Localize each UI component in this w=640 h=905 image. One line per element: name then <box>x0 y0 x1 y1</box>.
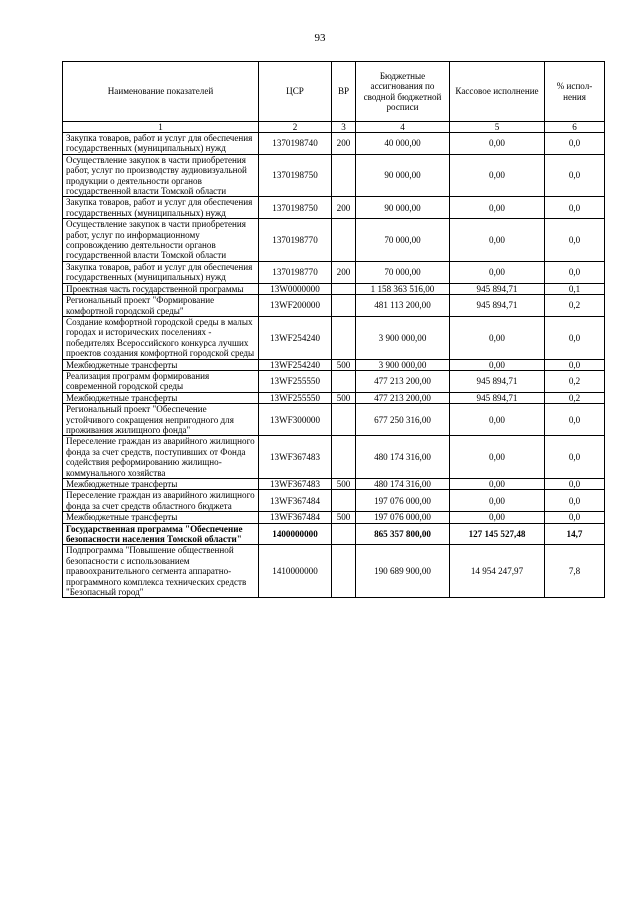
cell-indicator-name: Межбюджетные трансферты <box>63 392 259 403</box>
cell-budget: 3 900 000,00 <box>356 316 450 359</box>
cell-csr: 1410000000 <box>259 545 332 598</box>
cell-budget: 477 213 200,00 <box>356 370 450 392</box>
cell-percent: 0,0 <box>545 219 605 262</box>
cell-vr <box>332 370 356 392</box>
cell-csr: 1400000000 <box>259 523 332 545</box>
cell-vr <box>332 283 356 294</box>
cell-cash: 0,00 <box>450 359 545 370</box>
cell-budget: 477 213 200,00 <box>356 392 450 403</box>
table-row <box>63 370 605 392</box>
cell-budget: 90 000,00 <box>356 197 450 219</box>
cell-csr: 13WF367484 <box>259 512 332 523</box>
cell-csr: 13WF300000 <box>259 404 332 436</box>
cell-cash: 0,00 <box>450 261 545 283</box>
cell-budget: 677 250 316,00 <box>356 404 450 436</box>
column-number: 6 <box>545 122 605 133</box>
table-row <box>63 283 605 294</box>
cell-budget: 3 900 000,00 <box>356 359 450 370</box>
cell-budget: 197 076 000,00 <box>356 512 450 523</box>
cell-cash: 14 954 247,97 <box>450 545 545 598</box>
cell-percent: 14,7 <box>545 523 605 545</box>
header-indicator-name: Наименование показателей <box>63 62 259 122</box>
cell-percent: 0,0 <box>545 490 605 512</box>
cell-budget: 197 076 000,00 <box>356 490 450 512</box>
cell-vr <box>332 316 356 359</box>
cell-vr <box>332 523 356 545</box>
table-row <box>63 359 605 370</box>
cell-vr: 200 <box>332 261 356 283</box>
cell-percent: 0,1 <box>545 283 605 294</box>
cell-indicator-name: Закупка товаров, работ и услуг для обеспечения государственных (муниципальных) нужд <box>63 261 259 283</box>
cell-indicator-name: Закупка товаров, работ и услуг для обеспечения государственных (муниципальных) нужд <box>63 133 259 155</box>
header-vr: ВР <box>332 62 356 122</box>
cell-vr: 500 <box>332 392 356 403</box>
cell-csr: 1370198770 <box>259 219 332 262</box>
header-execution-percent: % испол-нения <box>545 62 605 122</box>
cell-indicator-name: Межбюджетные трансферты <box>63 479 259 490</box>
table-row <box>63 545 605 598</box>
column-number-row <box>63 122 605 133</box>
header-csr: ЦСР <box>259 62 332 122</box>
cell-csr: 13WF254240 <box>259 359 332 370</box>
cell-budget: 190 689 900,00 <box>356 545 450 598</box>
cell-vr <box>332 219 356 262</box>
cell-indicator-name: Осуществление закупок в части приобретения работ, услуг по информационному сопровождению деятельности органов государственной власти Томской области <box>63 219 259 262</box>
cell-indicator-name: Создание комфортной городской среды в малых городах и исторических поселениях - победителях Всероссийского конкурса лучших проектов создания комфортной городской среды <box>63 316 259 359</box>
table-row <box>63 436 605 479</box>
table-row <box>63 219 605 262</box>
cell-indicator-name: Переселение граждан из аварийного жилищного фонда за счет средств областного бюджета <box>63 490 259 512</box>
column-number: 2 <box>259 122 332 133</box>
cell-indicator-name: Закупка товаров, работ и услуг для обеспечения государственных (муниципальных) нужд <box>63 197 259 219</box>
table-row <box>63 490 605 512</box>
cell-indicator-name: Государственная программа "Обеспечение безопасности населения Томской области" <box>63 523 259 545</box>
column-number: 3 <box>332 122 356 133</box>
cell-csr: 13WF200000 <box>259 295 332 317</box>
table-row <box>63 261 605 283</box>
cell-budget: 480 174 316,00 <box>356 436 450 479</box>
cell-cash: 945 894,71 <box>450 283 545 294</box>
column-number: 4 <box>356 122 450 133</box>
cell-vr <box>332 545 356 598</box>
cell-percent: 7,8 <box>545 545 605 598</box>
table-header-row <box>63 62 605 122</box>
cell-cash: 0,00 <box>450 133 545 155</box>
table-row <box>63 197 605 219</box>
table-row <box>63 295 605 317</box>
cell-budget: 70 000,00 <box>356 261 450 283</box>
table-row <box>63 316 605 359</box>
cell-cash: 0,00 <box>450 404 545 436</box>
cell-indicator-name: Реализация программ формирования современной городской среды <box>63 370 259 392</box>
cell-budget: 90 000,00 <box>356 154 450 197</box>
cell-indicator-name: Переселение граждан из аварийного жилищного фонда за счет средств, поступивших от Фонда содействия реформированию жилищно-коммунального хозяйства <box>63 436 259 479</box>
cell-csr: 13WF255550 <box>259 370 332 392</box>
cell-cash: 945 894,71 <box>450 392 545 403</box>
cell-budget: 1 158 363 516,00 <box>356 283 450 294</box>
table-row <box>63 479 605 490</box>
cell-percent: 0,0 <box>545 261 605 283</box>
cell-indicator-name: Подпрограмма "Повышение общественной безопасности с использованием правоохранительного сегмента аппаратно-программного комплекса технических средств "Безопасный город" <box>63 545 259 598</box>
cell-percent: 0,0 <box>545 359 605 370</box>
cell-percent: 0,0 <box>545 133 605 155</box>
cell-indicator-name: Региональный проект "Формирование комфортной городской среды" <box>63 295 259 317</box>
cell-cash: 0,00 <box>450 479 545 490</box>
cell-csr: 13WF367483 <box>259 479 332 490</box>
cell-indicator-name: Региональный проект "Обеспечение устойчивого сокращения непригодного для проживания жилищного фонда" <box>63 404 259 436</box>
budget-execution-table <box>62 61 605 598</box>
header-budget-allocations: Бюджетные ассигнования по сводной бюджетной росписи <box>356 62 450 122</box>
column-number: 5 <box>450 122 545 133</box>
cell-vr <box>332 436 356 479</box>
table-row <box>63 133 605 155</box>
cell-vr: 500 <box>332 479 356 490</box>
cell-vr: 500 <box>332 359 356 370</box>
table-row <box>63 154 605 197</box>
cell-csr: 1370198770 <box>259 261 332 283</box>
column-number: 1 <box>63 122 259 133</box>
cell-csr: 13W0000000 <box>259 283 332 294</box>
cell-vr: 500 <box>332 512 356 523</box>
cell-cash: 127 145 527,48 <box>450 523 545 545</box>
cell-indicator-name: Осуществление закупок в части приобретения работ, услуг по производству аудиовизуальной продукции о деятельности органов государственной власти Томской области <box>63 154 259 197</box>
cell-csr: 13WF367483 <box>259 436 332 479</box>
cell-vr <box>332 490 356 512</box>
cell-csr: 1370198750 <box>259 197 332 219</box>
table-row <box>63 392 605 403</box>
table-body <box>63 133 605 598</box>
cell-cash: 0,00 <box>450 512 545 523</box>
table-row <box>63 404 605 436</box>
cell-cash: 945 894,71 <box>450 370 545 392</box>
cell-cash: 0,00 <box>450 219 545 262</box>
cell-cash: 0,00 <box>450 490 545 512</box>
cell-csr: 1370198740 <box>259 133 332 155</box>
cell-percent: 0,2 <box>545 392 605 403</box>
cell-cash: 0,00 <box>450 436 545 479</box>
cell-percent: 0,2 <box>545 295 605 317</box>
page-number: 93 <box>314 32 326 44</box>
cell-budget: 480 174 316,00 <box>356 479 450 490</box>
cell-budget: 40 000,00 <box>356 133 450 155</box>
cell-csr: 13WF254240 <box>259 316 332 359</box>
cell-budget: 70 000,00 <box>356 219 450 262</box>
cell-cash: 0,00 <box>450 316 545 359</box>
cell-csr: 13WF255550 <box>259 392 332 403</box>
cell-vr <box>332 404 356 436</box>
cell-csr: 1370198750 <box>259 154 332 197</box>
cell-percent: 0,0 <box>545 154 605 197</box>
cell-indicator-name: Межбюджетные трансферты <box>63 512 259 523</box>
cell-vr: 200 <box>332 197 356 219</box>
cell-cash: 0,00 <box>450 197 545 219</box>
cell-vr: 200 <box>332 133 356 155</box>
cell-indicator-name: Межбюджетные трансферты <box>63 359 259 370</box>
cell-indicator-name: Проектная часть государственной программы <box>63 283 259 294</box>
cell-percent: 0,0 <box>545 197 605 219</box>
cell-csr: 13WF367484 <box>259 490 332 512</box>
cell-percent: 0,0 <box>545 512 605 523</box>
cell-percent: 0,0 <box>545 404 605 436</box>
cell-percent: 0,0 <box>545 316 605 359</box>
cell-cash: 945 894,71 <box>450 295 545 317</box>
cell-budget: 865 357 800,00 <box>356 523 450 545</box>
header-cash-execution: Кассовое исполнение <box>450 62 545 122</box>
cell-vr <box>332 295 356 317</box>
cell-percent: 0,0 <box>545 436 605 479</box>
cell-percent: 0,0 <box>545 479 605 490</box>
cell-budget: 481 113 200,00 <box>356 295 450 317</box>
cell-percent: 0,2 <box>545 370 605 392</box>
table-row <box>63 523 605 545</box>
table-row <box>63 512 605 523</box>
cell-vr <box>332 154 356 197</box>
cell-cash: 0,00 <box>450 154 545 197</box>
